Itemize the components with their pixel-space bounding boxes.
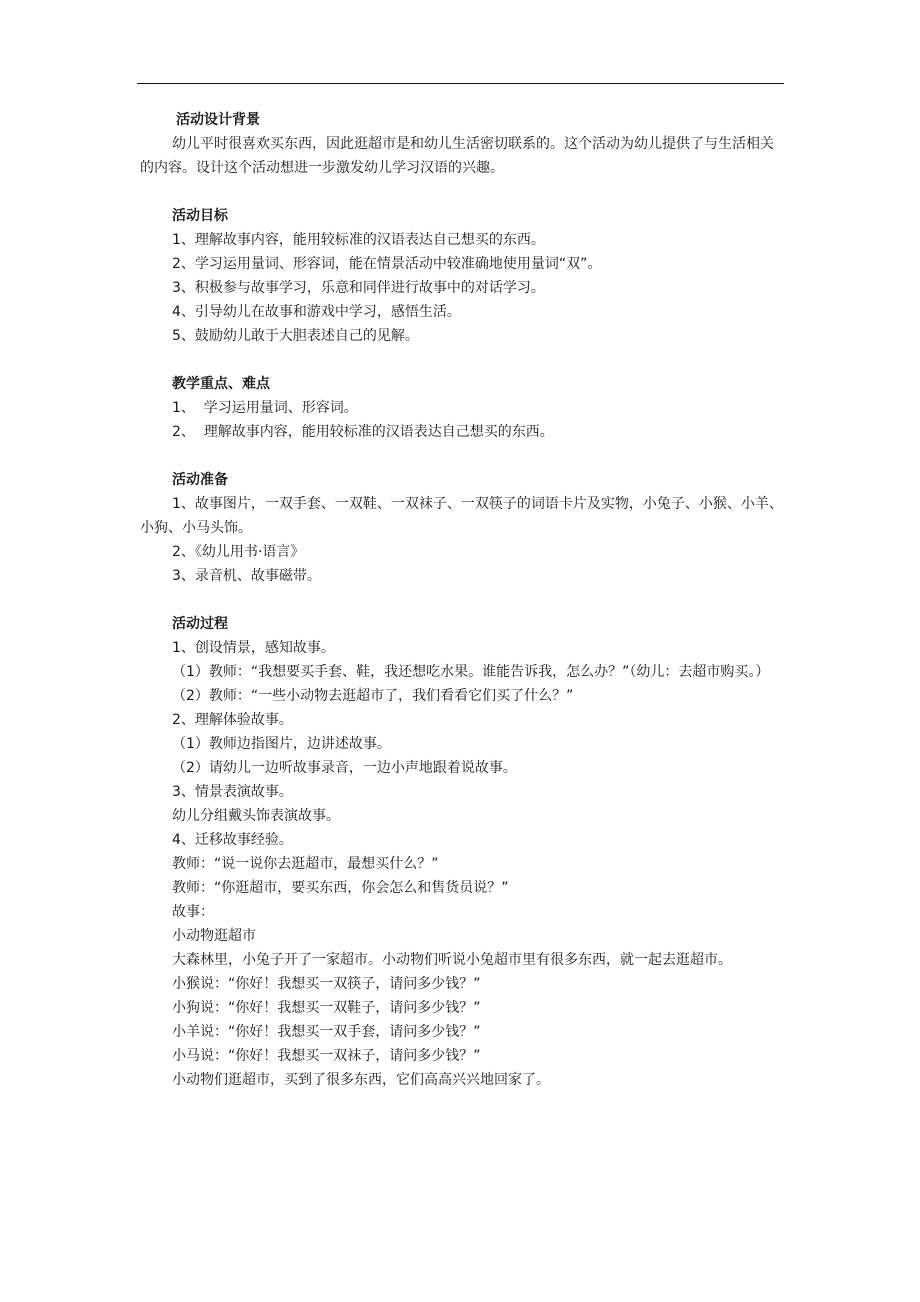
- heading-background: 活动设计背景: [176, 112, 260, 128]
- story-ending: 小动物们逛超市，买到了很多东西，它们高高兴兴地回家了。: [172, 1072, 550, 1088]
- goal-item-4: 4、引导幼儿在故事和游戏中学习，感悟生活。: [172, 304, 461, 320]
- preparation-item-3: 3、录音机、故事磁带。: [172, 568, 321, 584]
- story-paragraph: 大森林里，小兔子开了一家超市。小动物们听说小兔超市里有很多东西，就一起去逛超市。: [172, 952, 732, 968]
- header-rule: [137, 83, 784, 84]
- spacer: [140, 348, 784, 372]
- goal-item-3: 3、积极参与故事学习，乐意和同伴进行故事中的对话学习。: [172, 280, 545, 296]
- process-item: 2、理解体验故事。: [172, 712, 293, 728]
- goal-item-1: 1、理解故事内容，能用较标准的汉语表达自己想买的东西。: [172, 232, 545, 248]
- story-label: 故事：: [172, 904, 214, 920]
- story-line: 小羊说：“你好！我想买一双手套，请问多少钱？”: [172, 1024, 481, 1040]
- goal-item-2: 2、学习运用量词、形容词，能在情景活动中较准确地使用量词“双”。: [172, 256, 602, 272]
- process-item: 1、创设情景，感知故事。: [172, 640, 335, 656]
- process-item: （1）教师：“我想要买手套、鞋，我还想吃水果。谁能告诉我，怎么办？”（幼儿：去超市购买。）: [172, 664, 770, 680]
- spacer: [140, 444, 784, 468]
- spacer: [140, 588, 784, 612]
- process-item: 4、迁移故事经验。: [172, 832, 293, 848]
- heading-goals: 活动目标: [172, 208, 228, 224]
- heading-preparation: 活动准备: [172, 472, 228, 488]
- story-line: 小马说：“你好！我想买一双袜子，请问多少钱？”: [172, 1048, 481, 1064]
- goal-item-5: 5、鼓励幼儿敢于大胆表述自己的见解。: [172, 328, 419, 344]
- process-item: 幼儿分组戴头饰表演故事。: [172, 808, 340, 824]
- process-item: （2）请幼儿一边听故事录音，一边小声地跟着说故事。: [172, 760, 517, 776]
- story-line: 小狗说：“你好！我想买一双鞋子，请问多少钱？”: [172, 1000, 481, 1016]
- story-line: 小猴说：“你好！我想买一双筷子，请问多少钱？”: [172, 976, 481, 992]
- preparation-item-1: 1、故事图片，一双手套、一双鞋、一双袜子、一双筷子的词语卡片及实物，小兔子、小猴、小羊、小狗、小马头饰。: [140, 496, 783, 536]
- process-item: （1）教师边指图片，边讲述故事。: [172, 736, 391, 752]
- process-item: 3、情景表演故事。: [172, 784, 293, 800]
- background-text: 幼儿平时很喜欢买东西，因此逛超市是和幼儿生活密切联系的。这个活动为幼儿提供了与生活相关的内容。设计这个活动想进一步激发幼儿学习汉语的兴趣。: [140, 136, 774, 176]
- story-title: 小动物逛超市: [172, 928, 256, 944]
- heading-process: 活动过程: [172, 616, 228, 632]
- process-item: 教师：“说一说你去逛超市，最想买什么？”: [172, 856, 439, 872]
- process-item: （2）教师：“一些小动物去逛超市了，我们看看它们买了什么？”: [172, 688, 574, 704]
- focus-item-1: 1、 学习运用量词、形容词。: [172, 400, 358, 416]
- focus-item-2: 2、 理解故事内容，能用较标准的汉语表达自己想买的东西。: [172, 424, 554, 440]
- heading-focus: 教学重点、难点: [172, 376, 270, 392]
- preparation-item-2: 2、《幼儿用书·语言》: [172, 544, 305, 560]
- process-item: 教师：“你逛超市，要买东西，你会怎么和售货员说？”: [172, 880, 509, 896]
- document-body: [140, 108, 784, 1092]
- spacer: [140, 180, 784, 204]
